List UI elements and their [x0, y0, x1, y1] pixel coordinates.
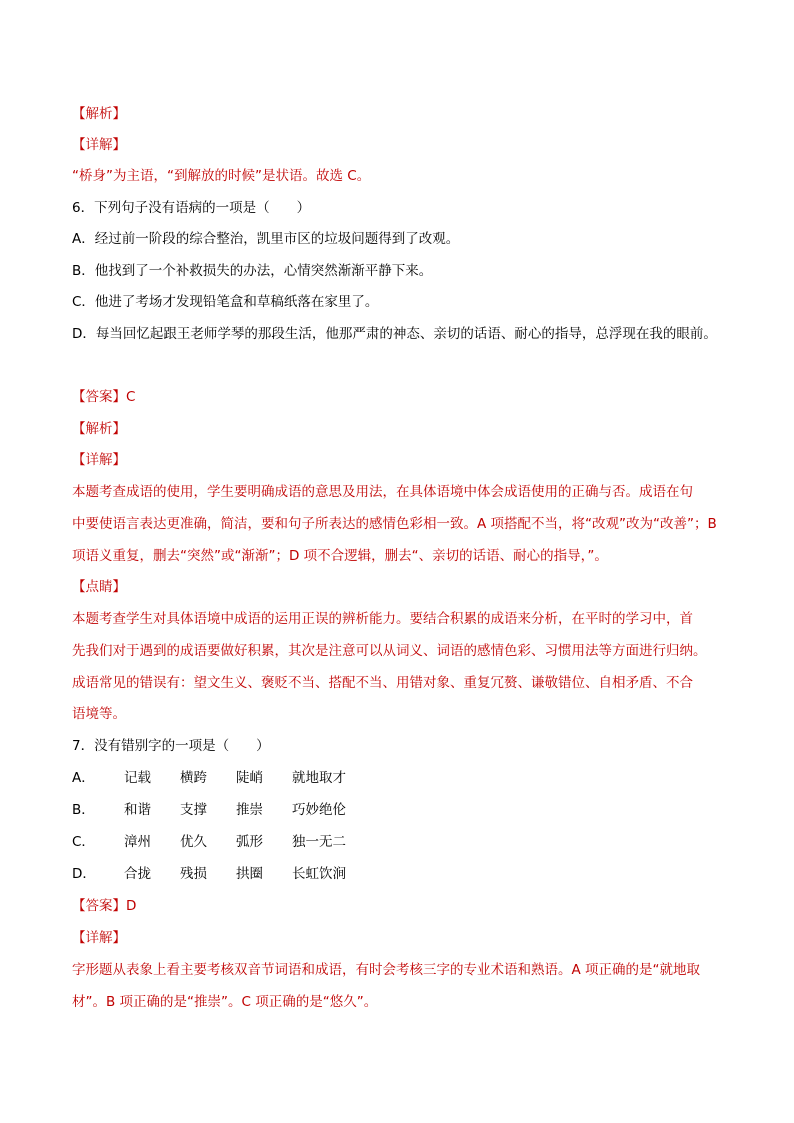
- option-word: 就地取才: [292, 770, 346, 786]
- question-6-detail-line-1: 本题考查成语的使用，学生要明确成语的意思及用法，在具体语境中体会成语使用的正确与否。成语在句: [72, 484, 693, 500]
- question-6-tip-line-1: 本题考查学生对具体语境中成语的运用正误的辨析能力。要结合积累的成语来分析，在平时的学习中，首: [72, 611, 693, 627]
- question-6-detail-heading: 【详解】: [72, 452, 126, 468]
- question-6-detail-line-2: 中要使语言表达更准确，简洁，要和句子所表达的感情色彩相一致。A 项搭配不当，将“改观”改为“改善”；B: [72, 516, 717, 532]
- question-6-tip-line-3: 成语常见的错误有：望文生义、褒贬不当、搭配不当、用错对象、重复冗赘、谦敬错位、自相矛盾、不合: [72, 675, 693, 691]
- analysis-heading: 【解析】: [72, 106, 126, 122]
- answer-tag: 【答案】: [72, 898, 126, 914]
- answer-value: C: [126, 389, 136, 405]
- question-7-option-d: [72, 864, 740, 884]
- option-label: D．: [72, 866, 96, 882]
- option-label: A．: [72, 770, 95, 786]
- option-word: 漳州: [124, 834, 151, 850]
- option-word: 优久: [180, 834, 207, 850]
- option-word: 巧妙绝伦: [292, 802, 346, 818]
- detail-text: “桥身”为主语，“到解放的时候”是状语。故选 C。: [72, 168, 371, 184]
- answer-tag: 【答案】: [72, 389, 126, 405]
- option-word: 和谐: [124, 802, 151, 818]
- answer-value: D: [126, 898, 137, 914]
- option-word: 陡峭: [236, 770, 263, 786]
- option-word: 独一无二: [292, 834, 346, 850]
- question-7-answer: [72, 896, 740, 916]
- option-word: 推崇: [236, 802, 263, 818]
- question-6-tip-line-2: 先我们对于遇到的成语要做好积累，其次是注意可以从词义、词语的感情色彩、习惯用法等方面进行归纳。: [72, 643, 707, 659]
- option-label: B．: [72, 802, 95, 818]
- option-label: C．: [72, 834, 95, 850]
- question-7-option-c: [72, 832, 740, 852]
- option-word: 长虹饮涧: [292, 866, 346, 882]
- question-6-answer: [72, 387, 740, 407]
- question-6-option-d: D．每当回忆起跟王老师学琴的那段生活，他那严肃的神态、亲切的话语、耐心的指导，总浮现在我的眼前。: [72, 326, 717, 342]
- question-6-detail-line-3: 项语义重复，删去“突然”或“渐渐”；D 项不合逻辑，删去“、亲切的话语、耐心的指导，”。: [72, 548, 608, 564]
- detail-heading: 【详解】: [72, 137, 126, 153]
- question-6-option-c: C．他进了考场才发现铅笔盒和草稿纸落在家里了。: [72, 294, 379, 310]
- question-6-option-b: B．他找到了一个补救损失的办法，心情突然渐渐平静下来。: [72, 263, 433, 279]
- question-7-detail-heading: 【详解】: [72, 930, 126, 946]
- option-word: 残损: [180, 866, 207, 882]
- question-7-option-b: [72, 800, 740, 820]
- option-word: 拱圈: [236, 866, 263, 882]
- option-word: 弧形: [236, 834, 263, 850]
- question-7-detail-line-2: 材”。B 项正确的是“推崇”。C 项正确的是“悠久”。: [72, 994, 378, 1010]
- question-6-option-a: A．经过前一阶段的综合整治，凯里市区的垃圾问题得到了改观。: [72, 231, 460, 247]
- question-7-option-a: [72, 768, 740, 788]
- option-word: 合拢: [124, 866, 151, 882]
- option-word: 记载: [124, 770, 151, 786]
- question-6-tip-line-4: 语境等。: [72, 706, 126, 722]
- question-7-detail-line-1: 字形题从表象上看主要考核双音节词语和成语，有时会考核三字的专业术语和熟语。A 项正确的是“就地取: [72, 962, 701, 978]
- question-6-stem: 6．下列句子没有语病的一项是（ ）: [72, 200, 311, 216]
- option-word: 支撑: [180, 802, 207, 818]
- question-6-tip-heading: 【点睛】: [72, 579, 126, 595]
- question-7-stem: 7．没有错别字的一项是（ ）: [72, 738, 270, 754]
- option-word: 横跨: [180, 770, 207, 786]
- question-6-analysis-heading: 【解析】: [72, 421, 126, 437]
